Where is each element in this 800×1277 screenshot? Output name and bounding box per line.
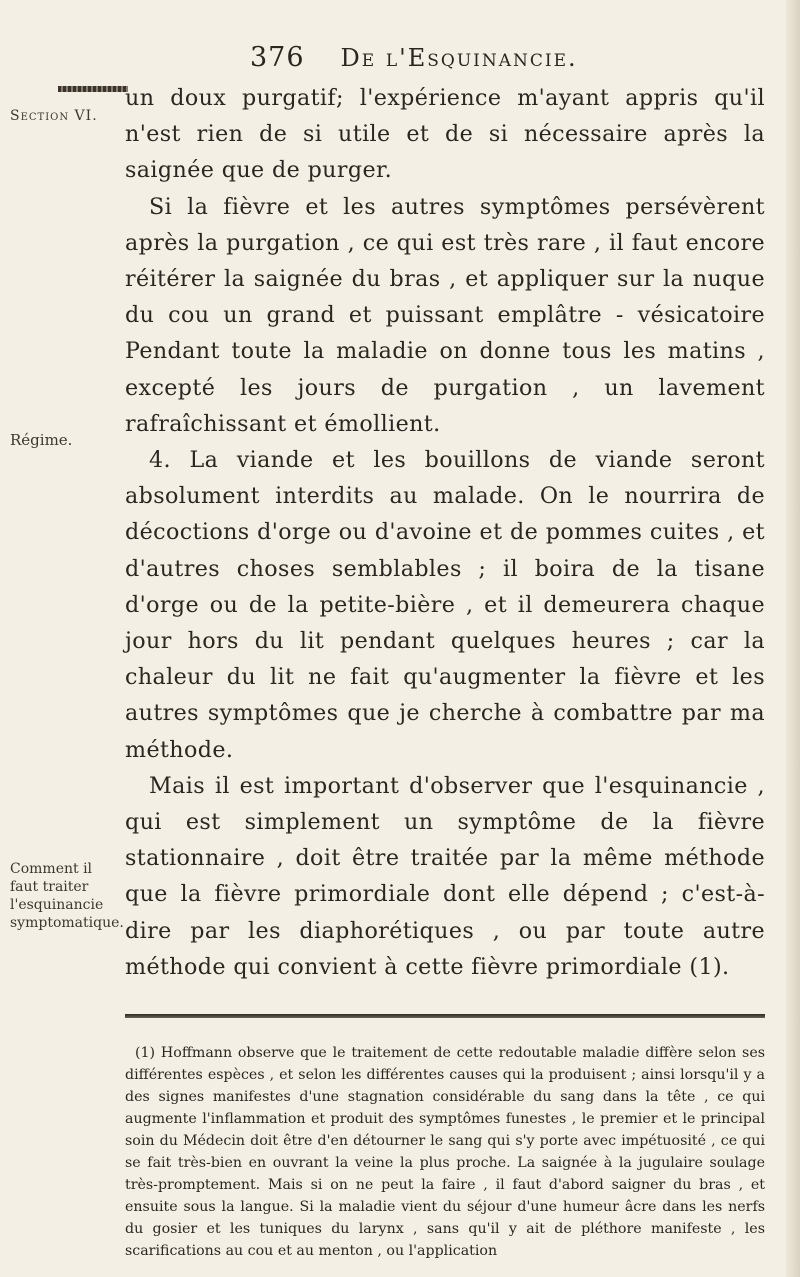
running-title: De l'Esquinancie. (340, 44, 578, 72)
ornamental-rule (58, 86, 128, 92)
margin-note-section: Section VI. (10, 108, 98, 124)
page-header (250, 42, 610, 73)
page-edge (786, 0, 800, 1277)
footnote (125, 1042, 765, 1262)
footnote-text: (1) Hoffmann observe que le traitement de cette redoutable maladie diffère selon ses différentes espèces , et selon les différentes causes qui la produisent ; ainsi lorsqu'il y a des signes manifestes d'une stagnation considérable du sang dans la tête , ce qui augmente l'inflammation et produit des symptômes funestes , le premier et le principal soin du Médecin doit être d'en détourner le sang qui s'y porte avec impétuosité , ce qui se fait très-bien en ouvrant la veine la plus proche. La saignée à la jugulaire soulage très-promptement. Mais si on ne peut la faire , il faut d'abord saigner du bras , et ensuite sous la langue. Si la maladie vient du séjour d'une humeur âcre dans les nerfs du gosier et les tuniques du larynx , sans qu'il y ait de pléthore manifeste , les scarifications au cou et au menton , ou l'application (125, 1045, 765, 1259)
footnote-divider (125, 1014, 765, 1018)
paragraph-2: Si la fièvre et les autres symptômes persévèrent après la purgation , ce qui est très rare , il faut encore réitérer la saignée du bras , et appliquer sur la nuque du cou un grand et puissant emplâtre - vésicatoire Pendant toute la maladie on donne tous les matins , excepté les jours de purgation , un lavement rafraîchissant et émollient. (125, 193, 765, 437)
main-text (125, 80, 765, 985)
margin-note-comment: Comment il faut traiter l'esquinancie symptomatique. (10, 861, 124, 931)
paragraph-3: 4. La viande et les bouillons de viande seront absolument interdits au malade. On le nourrira de décoctions d'orge ou d'avoine et de pommes cuites , et d'autres choses semblables ; il boira de la tisane d'orge ou de la petite-bière , et il demeurera chaque jour hors du lit pendant quelques heures ; car la chaleur du lit ne fait qu'augmenter la fièvre et les autres symptômes que je cherche à combattre par ma méthode. (125, 447, 765, 763)
margin-note-regime: Régime. (10, 431, 73, 449)
paragraph-1: un doux purgatif; l'expérience m'ayant appris qu'il n'est rien de si utile et de si nécessaire après la saignée que de purger. (125, 85, 765, 184)
page-number: 376 (250, 42, 305, 73)
paragraph-4: Mais il est important d'observer que l'esquinancie , qui est simplement un symptôme de la fièvre stationnaire , doit être traitée par la même méthode que la fièvre primordiale dont elle dépend ; c'est-à-dire par les diaphorétiques , ou par toute autre méthode qui convient à cette fièvre primordiale (1). (125, 772, 765, 980)
